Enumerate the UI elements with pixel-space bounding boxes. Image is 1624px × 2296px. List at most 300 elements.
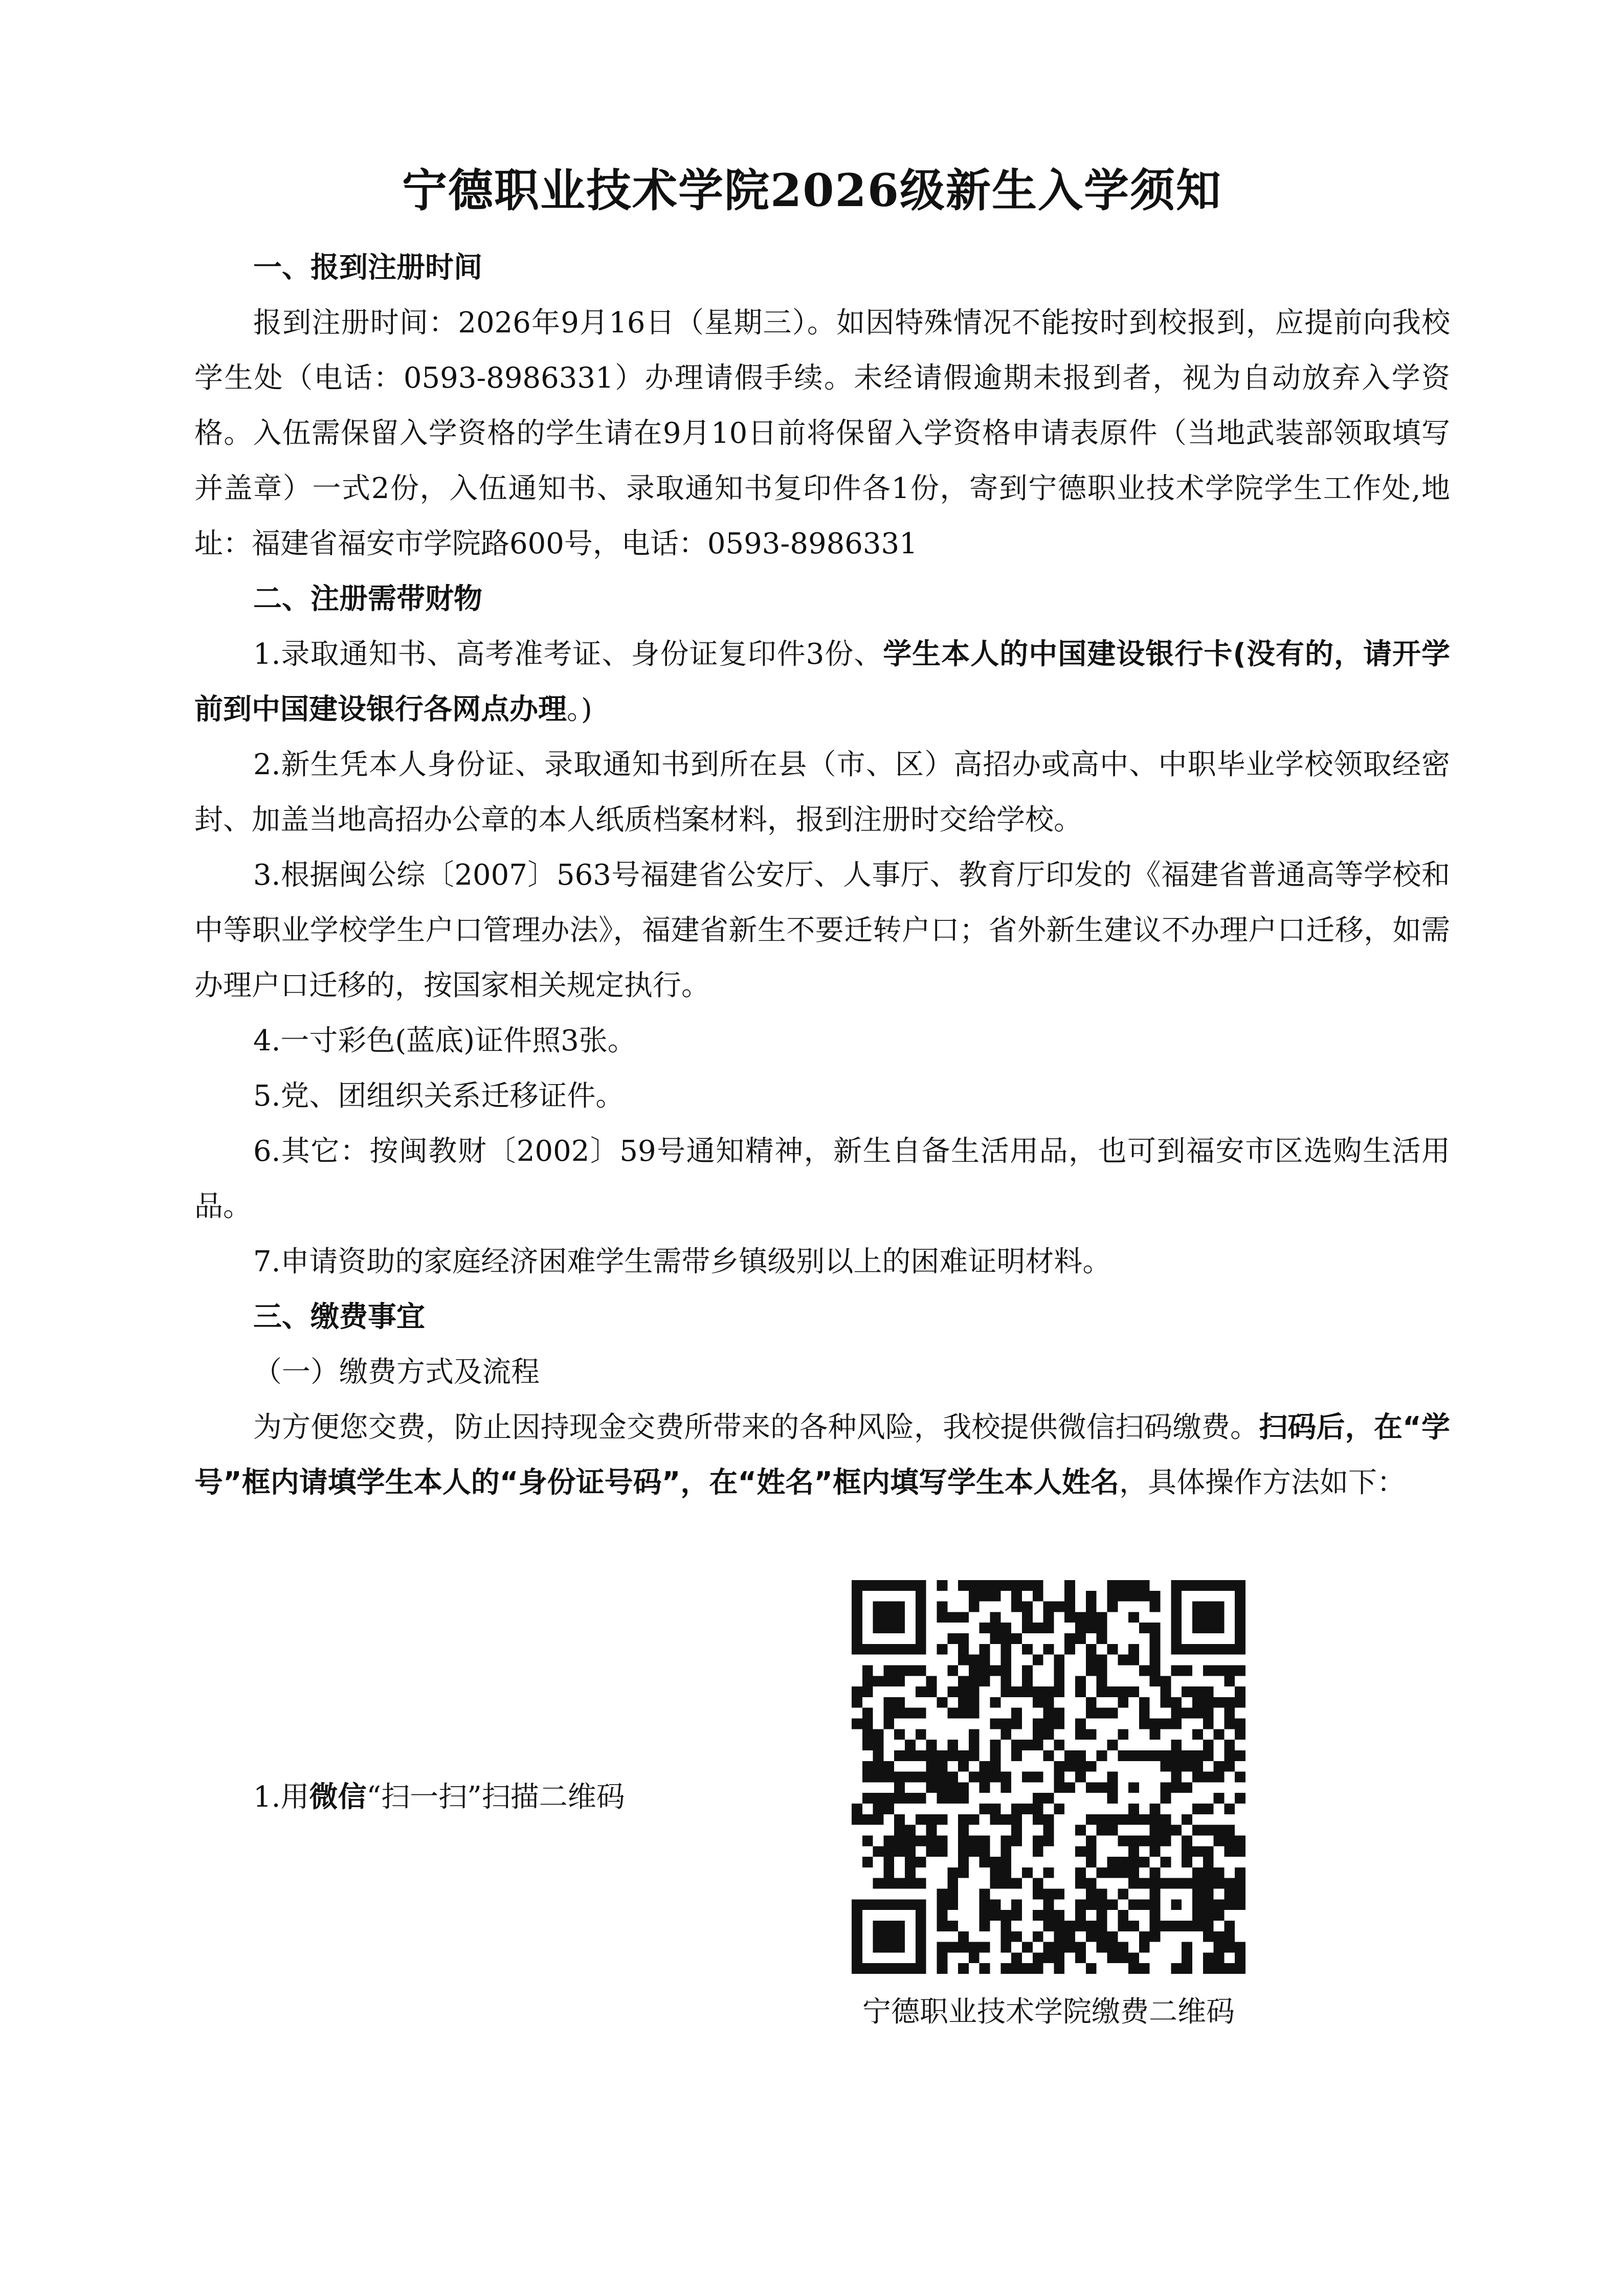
qr-module [1033,1963,1043,1974]
qr-module [905,1708,916,1719]
qr-module [990,1697,1001,1708]
qr-module [1075,1952,1086,1963]
qr-module [1224,1942,1235,1953]
qr-module [1171,1602,1182,1612]
qr-module [1000,1835,1011,1846]
qr-module [1011,1719,1022,1729]
qr-module [1054,1761,1064,1772]
qr-module [883,1846,894,1857]
qr-module [1118,1835,1128,1846]
qr-module [926,1772,937,1783]
qr-module [883,1612,894,1623]
qr-module [947,1708,958,1719]
qr-module [937,1846,947,1857]
qr-module [905,1867,916,1878]
qr-module [937,1750,947,1761]
qr-module [1224,1846,1235,1857]
qr-module [1011,1899,1022,1910]
qr-module [969,1602,980,1612]
qr-module [1064,1591,1075,1602]
qr-module [1203,1963,1214,1974]
qr-module [1086,1814,1097,1825]
qr-module [894,1665,905,1676]
qr-module [1054,1676,1064,1686]
qr-module [916,1772,926,1783]
payment-qr-code-icon[interactable] [852,1580,1245,1974]
qr-module [1075,1686,1086,1697]
required-item-1-bank-card: 学生本人的中国建设银行卡(没有的，请开学前到中国建设银行各网点办理 [194,638,1451,726]
qr-module [873,1931,884,1942]
qr-module [905,1772,916,1783]
qr-module [1033,1623,1043,1633]
qr-module [1224,1889,1235,1900]
qr-module [1107,1772,1118,1783]
qr-module [1097,1708,1107,1719]
qr-module [990,1591,1001,1602]
notice-body [194,240,1450,1511]
qr-module [1086,1857,1097,1867]
qr-module [1043,1825,1054,1836]
qr-module [1086,1899,1097,1910]
qr-module [862,1793,873,1804]
qr-module [873,1942,884,1953]
qr-module [958,1686,969,1697]
qr-module [1097,1676,1107,1686]
qr-module [873,1750,884,1761]
qr-module [990,1761,1001,1772]
qr-module [1118,1942,1128,1953]
qr-module [1214,1963,1225,1974]
qr-module [1203,1740,1214,1750]
qr-module [1000,1942,1011,1953]
qr-module [1214,1867,1225,1878]
qr-module [852,1580,862,1591]
qr-module [1097,1921,1107,1931]
qr-module [1203,1867,1214,1878]
qr-module [1150,1750,1161,1761]
qr-module [1235,1963,1245,1974]
qr-module [1150,1719,1161,1729]
qr-module [1118,1655,1128,1665]
payment-paragraph [194,1400,1450,1511]
qr-module [1150,1655,1161,1665]
qr-module [916,1857,926,1867]
qr-module [947,1633,958,1644]
qr-module [894,1814,905,1825]
qr-module [1022,1580,1033,1591]
qr-module [1097,1942,1107,1953]
qr-module [873,1963,884,1974]
qr-module [1161,1921,1171,1931]
qr-module [1054,1602,1064,1612]
qr-module [862,1676,873,1686]
qr-module [1235,1867,1245,1878]
qr-module [1161,1750,1171,1761]
qr-module [1011,1814,1022,1825]
qr-module [1224,1740,1235,1750]
qr-module [894,1825,905,1836]
qr-module [1107,1942,1118,1953]
qr-module [1075,1825,1086,1836]
qr-module [1182,1878,1192,1889]
qr-module [1203,1580,1214,1591]
qr-module [947,1942,958,1953]
qr-module [958,1697,969,1708]
qr-module [969,1814,980,1825]
qr-module [1033,1835,1043,1846]
qr-module [852,1612,862,1623]
qr-module [1203,1899,1214,1910]
qr-module [1139,1719,1150,1729]
qr-module [1203,1665,1214,1676]
qr-module [1022,1623,1033,1633]
qr-module [1203,1931,1214,1942]
qr-module [1171,1580,1182,1591]
qr-module [990,1878,1001,1889]
qr-module [1171,1623,1182,1633]
qr-module [1118,1580,1128,1591]
qr-module [1182,1942,1192,1953]
qr-module [1192,1612,1203,1623]
qr-module [1118,1910,1128,1921]
qr-module [1043,1889,1054,1900]
qr-module [916,1580,926,1591]
qr-module [1043,1602,1054,1612]
qr-module [1128,1750,1139,1761]
qr-module [1054,1931,1064,1942]
qr-module [958,1708,969,1719]
qr-module [990,1867,1001,1878]
qr-module [1054,1963,1064,1974]
qr-module [937,1921,947,1931]
qr-module [1054,1772,1064,1783]
qr-module [894,1942,905,1953]
qr-module [1000,1857,1011,1867]
qr-module [990,1772,1001,1783]
qr-module [1128,1612,1139,1623]
qr-module [1000,1729,1011,1740]
qr-module [1182,1644,1192,1655]
qr-module [1033,1719,1043,1729]
qr-module [1235,1729,1245,1740]
qr-module [1161,1878,1171,1889]
qr-module [947,1782,958,1793]
qr-module [916,1591,926,1602]
qr-module [862,1686,873,1697]
qr-module [1075,1899,1086,1910]
qr-module [1139,1580,1150,1591]
qr-module [1054,1665,1064,1676]
qr-module [1054,1708,1064,1719]
qr-module [1064,1633,1075,1644]
qr-module [916,1952,926,1963]
qr-module [1182,1761,1192,1772]
qr-module [1182,1835,1192,1846]
qr-module [926,1686,937,1697]
qr-module [1150,1846,1161,1857]
qr-module [1214,1942,1225,1953]
qr-module [862,1729,873,1740]
qr-module [1011,1878,1022,1889]
qr-module [1150,1804,1161,1814]
qr-module [969,1591,980,1602]
qr-module [873,1793,884,1804]
qr-module [1086,1782,1097,1793]
qr-module [1064,1931,1075,1942]
qr-module [1203,1708,1214,1719]
qr-module [916,1665,926,1676]
qr-module [905,1846,916,1857]
qr-module [916,1910,926,1921]
qr-module [1054,1942,1064,1953]
qr-module [862,1719,873,1729]
qr-module [1150,1602,1161,1612]
qr-module [958,1867,969,1878]
qr-module [1235,1719,1245,1729]
qr-module [862,1899,873,1910]
qr-module [1139,1708,1150,1719]
qr-module [1075,1921,1086,1931]
qr-module [1107,1793,1118,1804]
qr-module [969,1686,980,1697]
qr-module [916,1602,926,1612]
required-item-1-end: 。) [567,693,592,726]
qr-module [1214,1835,1225,1846]
qr-module [1224,1708,1235,1719]
qr-module [1150,1878,1161,1889]
required-item-6: 6.其它：按闽教财〔2002〕59号通知精神，新生自备生活用品，也可到福安市区选购生活用品。 [194,1135,1450,1223]
qr-module [980,1889,990,1900]
qr-module [926,1825,937,1836]
qr-module [1000,1814,1011,1825]
qr-module [1224,1804,1235,1814]
qr-module [852,1623,862,1633]
qr-module [873,1676,884,1686]
qr-module [916,1793,926,1804]
qr-module [1182,1846,1192,1857]
qr-module [980,1580,990,1591]
qr-module [883,1804,894,1814]
qr-module [1118,1814,1128,1825]
qr-module [1097,1686,1107,1697]
qr-module [873,1814,884,1825]
qr-module [883,1580,894,1591]
qr-module [958,1761,969,1772]
qr-module [1107,1591,1118,1602]
qr-module [1064,1644,1075,1655]
qr-module [1043,1793,1054,1804]
qr-module [1150,1633,1161,1644]
qr-module [990,1719,1001,1729]
qr-module [1150,1623,1161,1633]
qr-module [1054,1686,1064,1697]
qr-module [894,1708,905,1719]
qr-module [980,1665,990,1676]
qr-module [937,1782,947,1793]
qr-module [1000,1878,1011,1889]
qr-module [1161,1697,1171,1708]
qr-module [1107,1952,1118,1963]
qr-module [1033,1878,1043,1889]
qr-module [1150,1729,1161,1740]
qr-module [1203,1697,1214,1708]
qr-module [1043,1814,1054,1825]
qr-module [1107,1740,1118,1750]
qr-module [1235,1580,1245,1591]
qr-module [958,1825,969,1836]
qr-module [1192,1623,1203,1633]
qr-module [1192,1602,1203,1612]
qr-module [1214,1793,1225,1804]
qr-module [958,1782,969,1793]
qr-module [916,1899,926,1910]
qr-module [937,1889,947,1900]
qr-module [947,1889,958,1900]
qr-module [1097,1665,1107,1676]
qr-module [1192,1686,1203,1697]
qr-module [916,1633,926,1644]
qr-module [1150,1889,1161,1900]
qr-module [1224,1899,1235,1910]
qr-module [980,1857,990,1867]
qr-module [1161,1719,1171,1729]
qr-module [1075,1942,1086,1953]
qr-module [1139,1697,1150,1708]
qr-module [1171,1921,1182,1931]
qr-module [1203,1772,1214,1783]
required-item-7: 7.申请资助的家庭经济困难学生需带乡镇级别以上的困难证明材料。 [253,1245,1111,1278]
qr-module [873,1761,884,1772]
qr-module [1075,1867,1086,1878]
qr-module [958,1633,969,1644]
qr-module [1097,1910,1107,1921]
qr-module [937,1835,947,1846]
qr-module [1064,1612,1075,1623]
qr-module [1171,1644,1182,1655]
qr-module [1214,1729,1225,1740]
qr-module [1054,1782,1064,1793]
qr-module [1150,1921,1161,1931]
qr-module [1203,1602,1214,1612]
qr-module [1171,1633,1182,1644]
qr-module [1182,1963,1192,1974]
qr-module [916,1644,926,1655]
section-heading-registration-time: 一、报到注册时间 [253,251,482,284]
qr-module [894,1697,905,1708]
qr-module [916,1708,926,1719]
qr-module [1139,1835,1150,1846]
qr-module [1097,1867,1107,1878]
qr-module [1107,1580,1118,1591]
qr-module [1097,1633,1107,1644]
qr-module [1107,1867,1118,1878]
qr-module [1128,1921,1139,1931]
qr-module [1022,1804,1033,1814]
qr-module [1214,1644,1225,1655]
qr-module [1022,1772,1033,1783]
qr-module [1000,1782,1011,1793]
qr-module [862,1665,873,1676]
qr-module [1224,1580,1235,1591]
qr-module [1203,1804,1214,1814]
qr-module [873,1846,884,1857]
qr-module [1118,1921,1128,1931]
qr-module [894,1676,905,1686]
qr-module [873,1804,884,1814]
qr-module [1118,1697,1128,1708]
qr-module [958,1846,969,1857]
qr-module [1118,1889,1128,1900]
qr-module [1224,1835,1235,1846]
qr-module [980,1772,990,1783]
qr-module [883,1602,894,1612]
qr-module [1128,1952,1139,1963]
qr-module [969,1942,980,1953]
qr-module [1000,1867,1011,1878]
qr-module [916,1612,926,1623]
qr-module [1150,1591,1161,1602]
qr-module [1192,1889,1203,1900]
qr-module [883,1931,894,1942]
qr-module [1171,1772,1182,1783]
qr-module [1224,1644,1235,1655]
qr-module [1171,1665,1182,1676]
qr-module [1161,1825,1171,1836]
qr-module [1161,1782,1171,1793]
qr-module [958,1931,969,1942]
qr-module [905,1878,916,1889]
qr-module [873,1921,884,1931]
qr-module [1075,1910,1086,1921]
qr-module [969,1708,980,1719]
qr-module [1214,1899,1225,1910]
qr-module [1139,1963,1150,1974]
qr-module [1043,1612,1054,1623]
qr-module [1128,1846,1139,1857]
qr-module [958,1580,969,1591]
qr-module [1033,1729,1043,1740]
qr-module [1000,1846,1011,1857]
qr-module [894,1878,905,1889]
qr-module [1022,1942,1033,1953]
qr-module [947,1750,958,1761]
qr-module [1000,1931,1011,1942]
qr-module [1033,1910,1043,1921]
qr-module [1171,1825,1182,1836]
qr-module [1203,1612,1214,1623]
qr-module [980,1846,990,1857]
qr-module [1182,1580,1192,1591]
qr-module [1086,1889,1097,1900]
payment-paragraph-instruction: 扫码后，在“学号”框内请填学生本人的“身份证号码”，在“姓名”框内填写学生本人姓名 [194,1411,1450,1499]
qr-module [1043,1899,1054,1910]
qr-module [990,1633,1001,1644]
qr-module [1235,1591,1245,1602]
qr-module [883,1835,894,1846]
qr-module [990,1740,1001,1750]
qr-module [1075,1676,1086,1686]
qr-module [958,1750,969,1761]
qr-module [862,1708,873,1719]
qr-module [969,1846,980,1857]
qr-module [969,1655,980,1665]
qr-module [1043,1686,1054,1697]
qr-module [883,1761,894,1772]
qr-module [1011,1952,1022,1963]
qr-module [947,1772,958,1783]
qr-module [916,1729,926,1740]
qr-module [1235,1793,1245,1804]
